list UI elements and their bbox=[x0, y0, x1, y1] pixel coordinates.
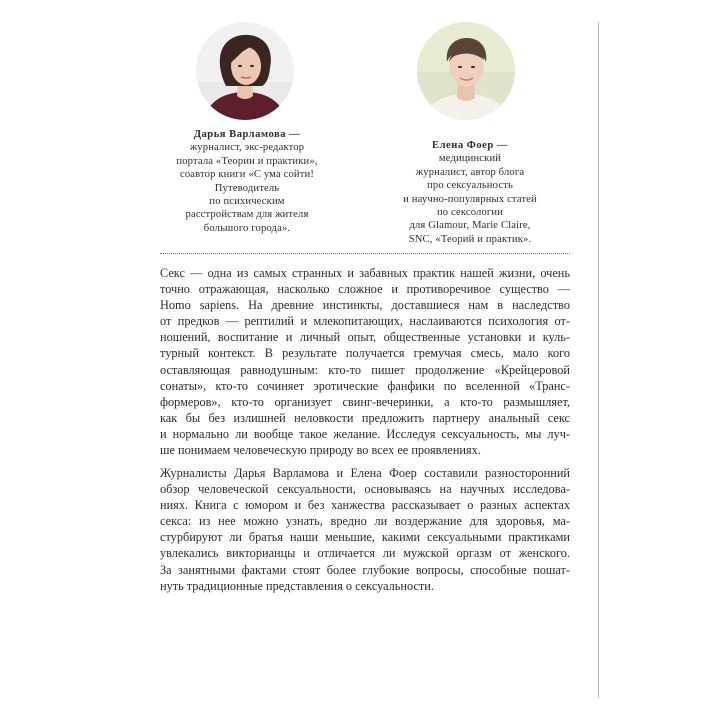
bio-line: медицинский bbox=[438, 153, 502, 165]
text-line: точно отражающая, насколько сложное и противоречивое существо — bbox=[160, 282, 570, 297]
bio-line: по сексологии bbox=[436, 207, 504, 219]
text-line: обзор человеческой сексуальности, основываясь на научных исследова- bbox=[160, 482, 570, 497]
bio-line: Путеводитель bbox=[214, 182, 280, 194]
page-edge-line bbox=[598, 22, 599, 698]
bio-line: по психическим bbox=[209, 196, 285, 208]
bio-line: про сексуальность bbox=[427, 180, 513, 192]
author-photo-foer bbox=[417, 22, 515, 120]
text-line: формеров», кто-то организует свинг-вечеринки, а кто-то размышляет, bbox=[160, 394, 570, 409]
author-bio-varlamova bbox=[152, 128, 342, 235]
author-name: Дарья Варламова — bbox=[193, 129, 301, 140]
bio-line: соавтор книги «С ума сойти! bbox=[179, 169, 314, 181]
bio-line: и научно-популярных статей bbox=[403, 193, 537, 205]
text-line: ниях. Книга с юмором и без ханжества рассказывает о разных аспектах bbox=[160, 498, 570, 513]
text-line: ношений, воспитание и личный опыт, общественные установки и куль- bbox=[160, 330, 570, 345]
text-line: Homo sapiens. На древние инстинкты, доставшиеся нам в наследство bbox=[160, 298, 570, 313]
author-name: Елена Фоер — bbox=[432, 140, 508, 151]
text-line: Секс — одна из самых странных и забавных практик нашей жизни, очень bbox=[160, 266, 570, 280]
bio-line: журналист, экс-редактор bbox=[189, 142, 305, 154]
text-line: секса: из нее можно узнать, вредно ли воздержание для здоровья, ма- bbox=[160, 514, 570, 529]
description-paragraph-2 bbox=[160, 465, 570, 594]
bio-line: расстройствам для жителя bbox=[185, 209, 309, 221]
text-line: и нормально ли вообще такое желание. Исследуя сексуальность, мы луч- bbox=[160, 426, 570, 441]
bio-line: SNC, «Теорий и практик». bbox=[408, 233, 532, 245]
description-paragraph-1 bbox=[160, 265, 570, 458]
text-line: увлекались викторианцы и отличается ли мужской оргазм от женского. bbox=[160, 546, 570, 561]
text-line: ше понимаем человеческую природу во всех ее проявлениях. bbox=[160, 443, 481, 458]
bio-line: для Glamour, Marie Claire, bbox=[409, 220, 531, 232]
dotted-divider bbox=[160, 253, 570, 254]
text-line: оставляющая равнодушным: кто-то пишет продолжение «Крейцеровой bbox=[160, 362, 570, 377]
author-bio-foer bbox=[380, 139, 560, 246]
text-line: турный контекст. В результате получается гремучая смесь, мало кого bbox=[160, 346, 570, 361]
text-line: от предков — рептилий и млекопитающих, наслаиваются психология от- bbox=[160, 314, 570, 329]
text-line: Журналисты Дарья Варламова и Елена Фоер составили разносторонний bbox=[160, 466, 570, 480]
text-line: нуть традиционные представления о сексуальности. bbox=[160, 578, 434, 593]
bio-line: большого города». bbox=[203, 222, 291, 234]
author-photo-varlamova bbox=[196, 22, 294, 120]
bio-line: портала «Теории и практики», bbox=[176, 155, 318, 167]
text-line: сонаты», кто-то сочиняет эротические фанфики по вселенной «Транс- bbox=[160, 378, 570, 393]
bio-line: журналист, автор блога bbox=[415, 166, 525, 178]
text-line: как бы без излишней неловкости предложить партнеру анальный секс bbox=[160, 410, 570, 425]
text-line: стурбируют ли братья наши меньшие, какими сексуальными практиками bbox=[160, 530, 570, 545]
text-line: За занятными фактами стоят более глубокие вопросы, способные пошат- bbox=[160, 562, 570, 577]
